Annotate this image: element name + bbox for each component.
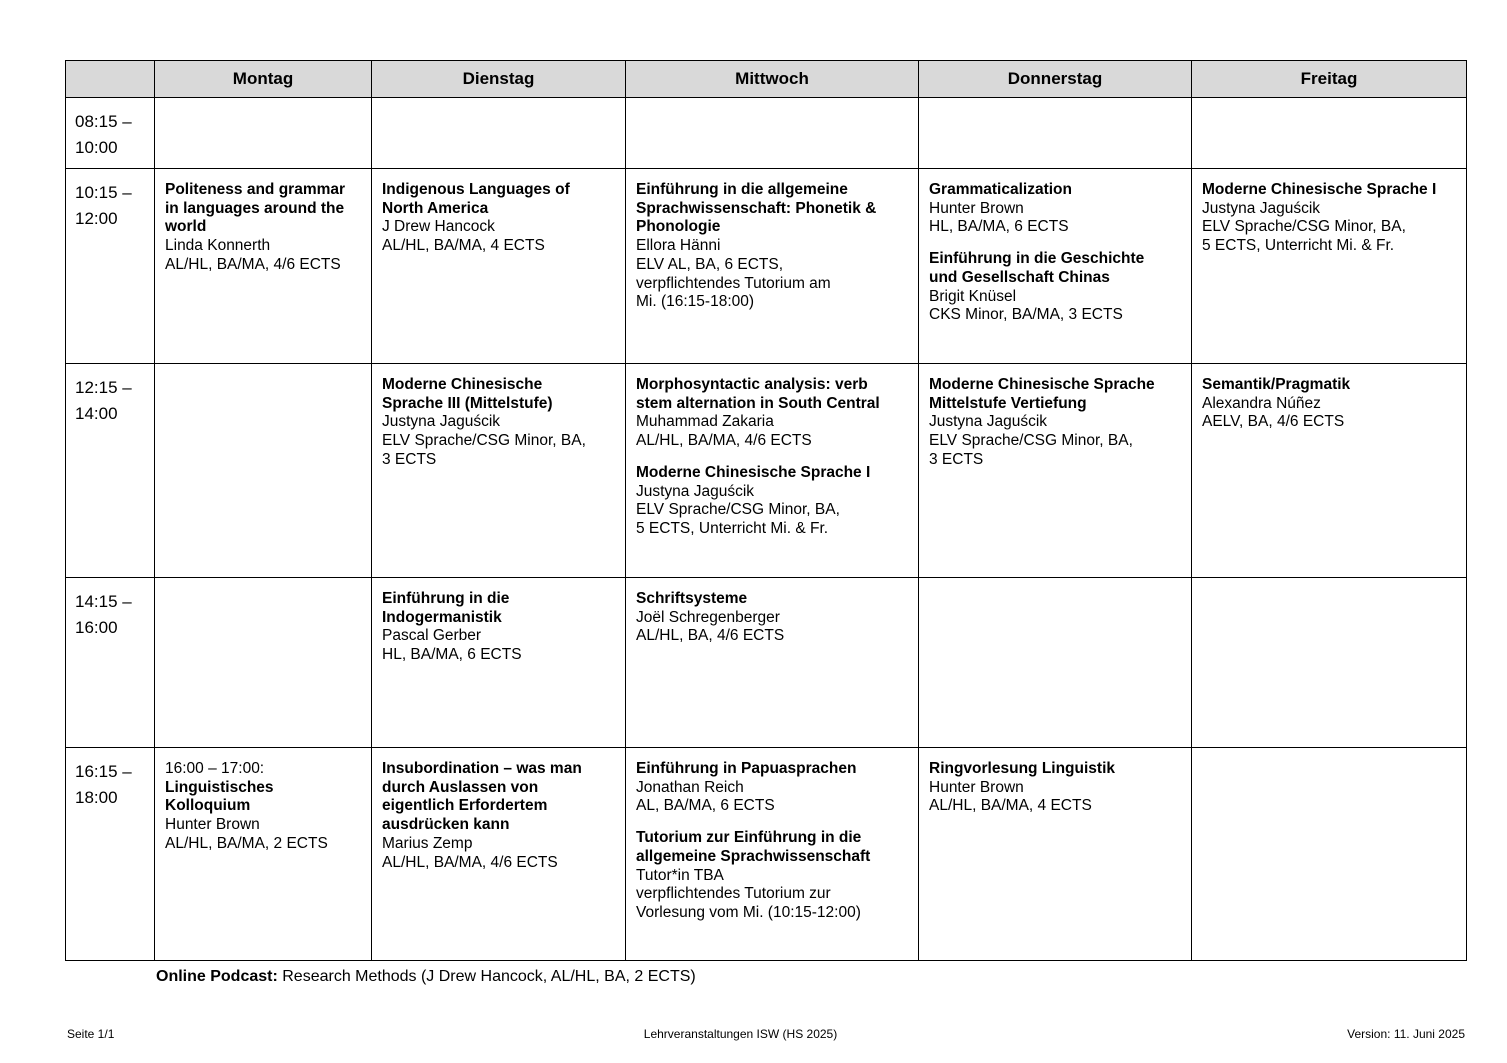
- version-date: Version: 11. Juni 2025: [1347, 1027, 1465, 1041]
- course-title-line: Grammaticalization: [929, 181, 1072, 198]
- day-header-donnerstag: Donnerstag: [919, 61, 1192, 98]
- course-lecturer: Jonathan Reich: [636, 778, 744, 796]
- time-slot-line: 18:00: [75, 788, 118, 807]
- time-slot-label: [66, 578, 155, 748]
- course-title-line: Linguistisches: [165, 778, 274, 796]
- course-entry: [929, 760, 1182, 816]
- footnote-text: Research Methods (J Drew Hancock, AL/HL, BA, 2 ECTS): [277, 968, 696, 985]
- course-entry: [929, 181, 1182, 237]
- course-detail-line: CKS Minor, BA/MA, 3 ECTS: [929, 306, 1123, 324]
- course-detail-line: AL/HL, BA/MA, 4/6 ECTS: [636, 432, 812, 450]
- schedule-cell-freitag: [1192, 578, 1467, 748]
- course-lecturer: Alexandra Núñez: [1202, 394, 1321, 412]
- course-lecturer: Hunter Brown: [929, 199, 1024, 217]
- course-detail-line: 5 ECTS, Unterricht Mi. & Fr.: [636, 519, 829, 537]
- course-title-line: Mittelstufe Vertiefung: [929, 394, 1087, 412]
- course-title-line: Moderne Chinesische Sprache I: [636, 463, 871, 481]
- course-title-line: Schriftsysteme: [636, 590, 748, 607]
- time-slot-line: 10:00: [75, 138, 118, 157]
- time-slot-label: [66, 169, 155, 364]
- schedule-cell-montag: [155, 98, 372, 169]
- course-entry: [929, 250, 1182, 325]
- course-detail-line: AL/HL, BA/MA, 4/6 ECTS: [382, 853, 558, 871]
- page-number: Seite 1/1: [67, 1027, 115, 1041]
- course-title-line: stem alternation in South Central: [636, 394, 880, 412]
- course-detail-line: 5 ECTS, Unterricht Mi. & Fr.: [1202, 237, 1395, 255]
- footnote-label: Online Podcast:: [156, 968, 278, 985]
- course-title-line: und Gesellschaft Chinas: [929, 268, 1110, 286]
- course-title-line: Sprache III (Mittelstufe): [382, 394, 553, 412]
- course-lecturer: Marius Zemp: [382, 834, 473, 852]
- course-detail-line: ELV Sprache/CSG Minor, BA,: [929, 432, 1133, 450]
- course-title-line: Einführung in Papuasprachen: [636, 760, 857, 777]
- course-title-line: Einführung in die: [382, 590, 510, 607]
- course-lecturer: Justyna Jaguścik: [929, 413, 1048, 431]
- day-header-mittwoch: Mittwoch: [626, 61, 919, 98]
- course-lecturer: Hunter Brown: [929, 778, 1024, 796]
- course-title-line: Einführung in die Geschichte: [929, 250, 1145, 268]
- schedule-cell-montag: [155, 578, 372, 748]
- course-lecturer: Hunter Brown: [165, 816, 260, 834]
- course-entry: [1202, 181, 1457, 256]
- course-lecturer: Linda Konnerth: [165, 237, 271, 255]
- course-detail-line: 3 ECTS: [929, 450, 984, 468]
- day-header-freitag: Freitag: [1192, 61, 1467, 98]
- course-detail-line: verpflichtendes Tutorium zur: [636, 885, 831, 903]
- course-title-line: Indigenous Languages of: [382, 181, 570, 198]
- course-title-line: Ringvorlesung Linguistik: [929, 760, 1116, 777]
- course-title-line: Semantik/Pragmatik: [1202, 376, 1351, 393]
- schedule-cell-donnerstag: [919, 748, 1192, 961]
- course-detail-line: AL/HL, BA/MA, 4 ECTS: [382, 237, 545, 255]
- course-title-line: Moderne Chinesische Sprache: [929, 376, 1155, 393]
- course-detail-line: ELV Sprache/CSG Minor, BA,: [382, 432, 586, 450]
- course-title-line: Morphosyntactic analysis: verb: [636, 376, 868, 393]
- course-title-line: in languages around the: [165, 199, 345, 217]
- time-slot-row: [66, 364, 1467, 578]
- course-lecturer: Ellora Hänni: [636, 237, 721, 255]
- course-entry: [636, 760, 909, 816]
- schedule-cell-freitag: [1192, 748, 1467, 961]
- time-slot-line: 10:15 –: [75, 183, 132, 202]
- time-slot-label: [66, 98, 155, 169]
- course-lecturer: Justyna Jaguścik: [382, 413, 501, 431]
- course-title-line: Indogermanistik: [382, 608, 502, 626]
- course-entry: [382, 376, 616, 470]
- schedule-cell-dienstag: [372, 578, 626, 748]
- course-lecturer: Tutor*in TBA: [636, 866, 724, 884]
- course-entry: [929, 376, 1182, 470]
- course-entry: [165, 760, 362, 854]
- course-detail-line: HL, BA/MA, 6 ECTS: [382, 646, 522, 664]
- day-header-montag: Montag: [155, 61, 372, 98]
- course-detail-line: ELV Sprache/CSG Minor, BA,: [1202, 218, 1406, 236]
- schedule-cell-freitag: [1192, 98, 1467, 169]
- schedule-cell-montag: [155, 364, 372, 578]
- schedule-cell-dienstag: [372, 98, 626, 169]
- course-time-note: 16:00 – 17:00:: [165, 760, 265, 777]
- time-slot-line: 12:00: [75, 209, 118, 228]
- course-detail-line: ELV AL, BA, 6 ECTS,: [636, 255, 784, 273]
- course-lecturer: Justyna Jaguścik: [636, 482, 755, 500]
- course-detail-line: AL/HL, BA/MA, 2 ECTS: [165, 834, 328, 852]
- course-detail-line: Mi. (16:15-18:00): [636, 293, 755, 311]
- course-title-line: Einführung in die allgemeine: [636, 181, 848, 198]
- course-lecturer: Muhammad Zakaria: [636, 413, 774, 431]
- course-title-line: Politeness and grammar: [165, 181, 346, 198]
- time-slot-line: 12:15 –: [75, 378, 132, 397]
- time-slot-row: [66, 748, 1467, 961]
- schedule-cell-donnerstag: [919, 98, 1192, 169]
- course-detail-line: HL, BA/MA, 6 ECTS: [929, 218, 1069, 236]
- corner-cell: [66, 61, 155, 98]
- course-title-line: North America: [382, 199, 489, 217]
- course-detail-line: Vorlesung vom Mi. (10:15-12:00): [636, 903, 861, 921]
- course-title-line: Insubordination – was man: [382, 760, 582, 777]
- course-title-line: world: [165, 218, 207, 236]
- schedule-cell-donnerstag: [919, 364, 1192, 578]
- time-slot-label: [66, 748, 155, 961]
- course-entry: [382, 181, 616, 256]
- schedule-cell-donnerstag: [919, 578, 1192, 748]
- course-detail-line: AL/HL, BA/MA, 4/6 ECTS: [165, 255, 341, 273]
- time-slot-row: [66, 169, 1467, 364]
- time-slot-line: 14:00: [75, 404, 118, 423]
- course-detail-line: AL, BA/MA, 6 ECTS: [636, 797, 775, 815]
- schedule-cell-donnerstag: [919, 169, 1192, 364]
- course-lecturer: Joël Schregenberger: [636, 608, 780, 626]
- time-slot-line: 08:15 –: [75, 112, 132, 131]
- course-lecturer: Brigit Knüsel: [929, 287, 1017, 305]
- course-entry: [636, 376, 909, 451]
- course-title-line: Moderne Chinesische: [382, 376, 543, 393]
- schedule-cell-mittwoch: [626, 169, 919, 364]
- schedule-cell-mittwoch: [626, 364, 919, 578]
- course-entry: [382, 760, 616, 872]
- course-entry: [636, 181, 909, 312]
- header-row: [66, 61, 1467, 98]
- course-entry: [1202, 376, 1457, 432]
- time-slot-line: 14:15 –: [75, 592, 132, 611]
- course-title-line: Phonologie: [636, 218, 721, 236]
- course-lecturer: J Drew Hancock: [382, 218, 495, 236]
- schedule-table: [65, 60, 1467, 961]
- course-title-line: Moderne Chinesische Sprache I: [1202, 181, 1437, 198]
- course-detail-line: verpflichtendes Tutorium am: [636, 274, 831, 292]
- schedule-cell-mittwoch: [626, 98, 919, 169]
- course-entry: [165, 181, 362, 275]
- online-podcast-note: [156, 968, 696, 986]
- course-detail-line: AL/HL, BA/MA, 4 ECTS: [929, 797, 1092, 815]
- day-header-dienstag: Dienstag: [372, 61, 626, 98]
- schedule-cell-dienstag: [372, 169, 626, 364]
- schedule-cell-mittwoch: [626, 578, 919, 748]
- schedule-cell-dienstag: [372, 364, 626, 578]
- course-entry: [636, 590, 909, 646]
- course-detail-line: ELV Sprache/CSG Minor, BA,: [636, 501, 840, 519]
- course-title-line: durch Auslassen von: [382, 778, 539, 796]
- time-slot-line: 16:00: [75, 618, 118, 637]
- time-slot-row: [66, 98, 1467, 169]
- course-entry: [636, 829, 909, 923]
- course-lecturer: Pascal Gerber: [382, 627, 482, 645]
- course-detail-line: 3 ECTS: [382, 450, 437, 468]
- course-title-line: ausdrücken kann: [382, 816, 510, 834]
- course-title-line: Sprachwissenschaft: Phonetik &: [636, 199, 877, 217]
- schedule-cell-freitag: [1192, 169, 1467, 364]
- schedule-cell-montag: [155, 748, 372, 961]
- schedule-cell-freitag: [1192, 364, 1467, 578]
- course-entry: [382, 590, 616, 665]
- document-title-footer: Lehrveranstaltungen ISW (HS 2025): [643, 1027, 838, 1041]
- time-slot-line: 16:15 –: [75, 762, 132, 781]
- course-title-line: Tutorium zur Einführung in die: [636, 829, 862, 847]
- schedule-cell-mittwoch: [626, 748, 919, 961]
- course-detail-line: AL/HL, BA, 4/6 ECTS: [636, 627, 785, 645]
- schedule-cell-montag: [155, 169, 372, 364]
- course-entry: [636, 464, 909, 539]
- course-lecturer: Justyna Jaguścik: [1202, 199, 1321, 217]
- schedule-cell-dienstag: [372, 748, 626, 961]
- course-title-line: Kolloquium: [165, 797, 251, 815]
- time-slot-row: [66, 578, 1467, 748]
- course-detail-line: AELV, BA, 4/6 ECTS: [1202, 413, 1345, 431]
- time-slot-label: [66, 364, 155, 578]
- course-title-line: allgemeine Sprachwissenschaft: [636, 847, 871, 865]
- course-title-line: eigentlich Erfordertem: [382, 797, 548, 815]
